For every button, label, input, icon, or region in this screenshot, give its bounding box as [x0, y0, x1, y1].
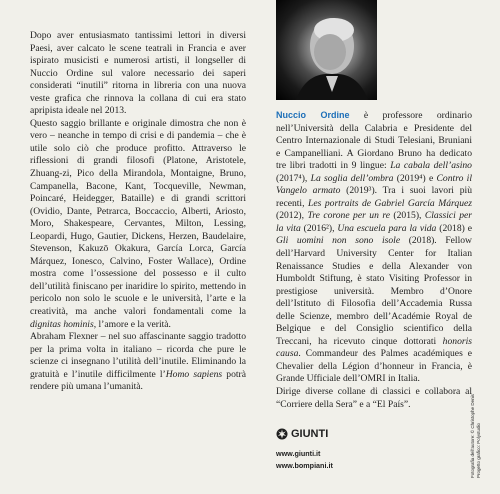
- giunti-website-link[interactable]: www.giunti.it: [276, 449, 321, 458]
- publisher-links: [276, 448, 333, 472]
- photo-credits: [470, 328, 482, 478]
- bio-text: . Commandeur des Palmes académiques e Chevalier della Légion d’honneur in Francia, è Grande Ufficiale dell’OMRI in Italia.: [276, 348, 472, 385]
- author-bio: [276, 109, 472, 411]
- honoris-causa-phrase: honoris causa: [276, 335, 472, 360]
- description-paragraph-1: Dopo aver entusiasmato tantissimi lettori in diversi Paesi, aver calcato le scene teatrali in Francia e aver ispirato musicisti e numerosi artisti, il longseller di Nuccio Ordine sul valore necessario dei saperi considerati “inutili” ritorna in libreria con una nuova veste grafica che rinnova la collana di cui era stato apripista ideale nel 2013.: [30, 30, 246, 117]
- homo-sapiens-phrase: Homo sapiens: [165, 368, 223, 380]
- description-paragraph-3-end: potrà rendere più umana l’umanità.: [30, 368, 246, 393]
- book-title: La soglia dell’ombra: [310, 172, 394, 184]
- giunti-logo-text: GIUNTI: [291, 428, 329, 440]
- book-title: La cabala dell’asino: [390, 160, 472, 172]
- design-credit-line: Progetto grafico: Polystudio: [476, 422, 481, 478]
- description-paragraph-3: [30, 331, 246, 394]
- book-description: [30, 30, 246, 394]
- bio-text: è professore ordinario nell’Università della Calabria e Presidente del Centro Internazionale di Studi Telesiani, Bruniani e Campanelliani. A Giordano Bruno ha dedicato tre libri tradotti in 9 lingue:: [276, 110, 473, 172]
- bio-text: (2019⁴) e: [393, 172, 437, 184]
- description-paragraph-2-end: , l’amore e la verità.: [93, 318, 171, 330]
- dignitas-hominis-phrase: dignitas hominis: [30, 318, 94, 330]
- book-title: Gli uomini non sono isole: [276, 235, 401, 247]
- book-title: Contro il Vangelo armato: [276, 172, 472, 197]
- bio-text: (2019³). Tra i suoi lavori più recenti,: [276, 185, 472, 209]
- book-title: Tre corone per un re: [307, 210, 390, 222]
- author-bio-paragraph-1: [276, 109, 472, 386]
- giunti-logo: [276, 428, 328, 440]
- book-title: Classici per la vita: [276, 210, 473, 234]
- bio-text: (2015),: [389, 210, 425, 222]
- bio-text: (2017⁴),: [276, 172, 311, 184]
- book-title: Una escuela para la vida: [337, 222, 437, 234]
- bio-text: (2018) e: [436, 222, 472, 234]
- giunti-logo-icon: [276, 428, 288, 440]
- author-photo: [276, 0, 377, 100]
- author-name: Nuccio Ordine: [276, 110, 350, 120]
- bompiani-website-link[interactable]: www.bompiani.it: [276, 461, 333, 470]
- book-title: Les portraits de Gabriel García Márquez: [308, 197, 472, 209]
- description-paragraph-3-text: Abraham Flexner – nel suo affascinante saggio tradotto per la prima volta in italiano – ricorda che pure le scienze ci insegnano l’utilità dell’inutile. Eliminando la gratuità e l’inutile difficilmente l’: [30, 331, 246, 380]
- bio-text: (2012),: [276, 210, 308, 222]
- description-paragraph-2-text: Questo saggio brillante e originale dimostra che non è vero – neanche in tempo di crisi e di pandemia – che è utile solo ciò che produce profitto. Attraverso le riflessioni di grandi filosofi (Platone, Aristotele, Zhuang-zi, Pico della Mirandola, Montaigne, Bruno, Campanella, Bacone, Kant, Tocqueville, Newman, Poincaré, Heidegger, Bataille) e di grandi scrittori (Ovidio, Dante, Petrarca, Boccaccio, Alberti, Ariosto, Moro, Shakespeare, Cervantes, Milton, Lessing, Leopardi, Hugo, Gautier, Dickens, Herzen, Baudelaire, Stevenson, Kakuzō Okakura, García Lorca, García Márquez, Ionesco, Calvino, Foster Wallace), Ordine mostra come l’ossessione del possesso e il culto dell’utilità finiscano per inaridire lo spirito, mettendo in pericolo non solo le scuole e le università, l’arte e la creatività, ma anche valori fondamentali come la: [30, 117, 246, 318]
- description-paragraph-2: [30, 118, 246, 331]
- author-bio-paragraph-2: Dirige diverse collane di classici e collabora al “Corriere della Sera” e a “El País”.: [276, 386, 472, 410]
- bio-text: (2016²),: [300, 222, 338, 234]
- photo-credit-line: Fotografia dell’autore: © Christophe Denis: [470, 394, 475, 478]
- bio-text: (2018). Fellow dell’Harvard University Center for Italian Renaissance Studies e della Alexander von Humboldt Stiftung, è stato Visiting Professor in prestigiose università. Membro d’Onore dell’Istituto di Filosofia dell’Accademia Russa delle Scienze, membro dell’Académie Royal de Belgique e del Consiglio scientifico della Treccani, ha ricevuto cinque dottorati: [276, 235, 472, 347]
